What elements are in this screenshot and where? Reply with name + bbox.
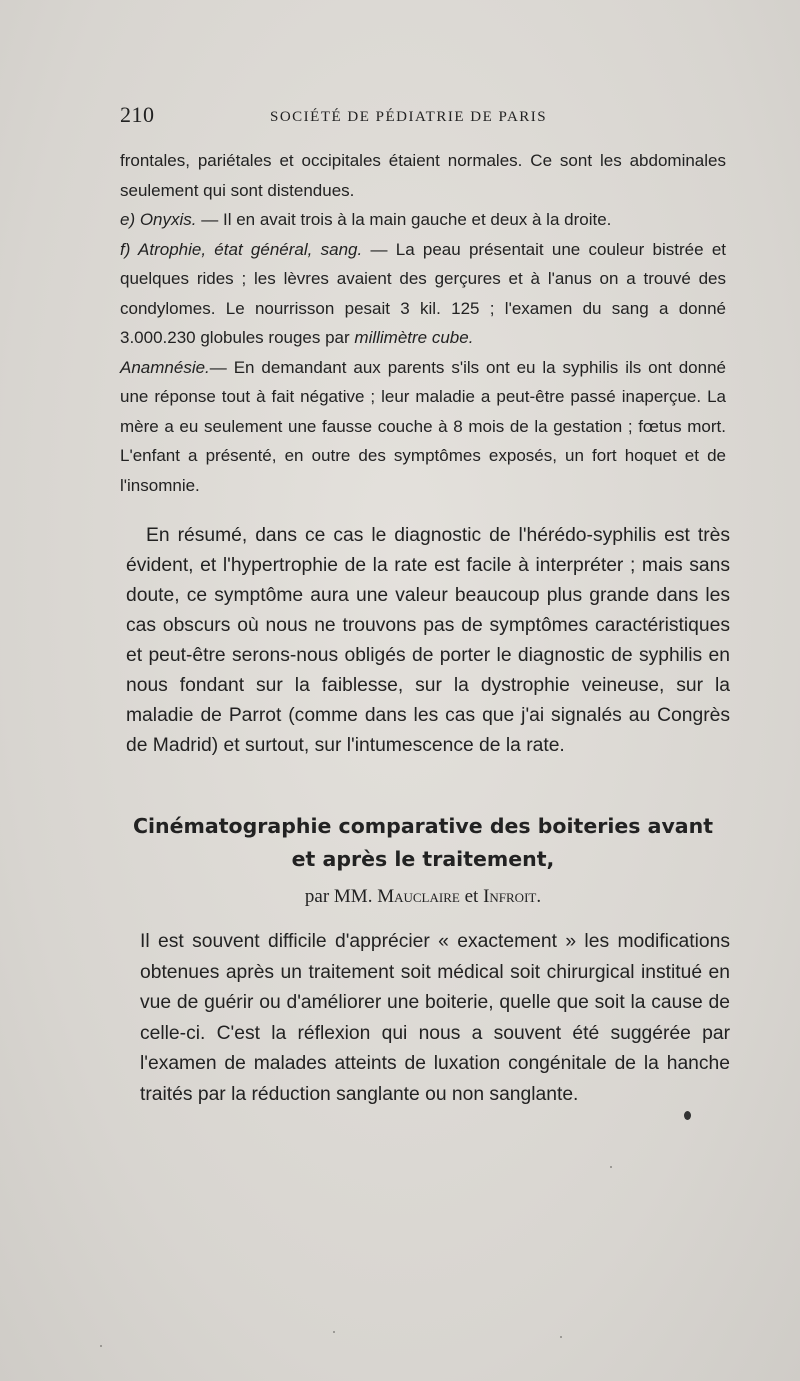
summary-section xyxy=(126,521,730,761)
onyxis-text: — Il en avait trois à la main gauche et deux à la droite. xyxy=(196,210,612,229)
atrophie-label: f) Atrophie, état général, sang. xyxy=(120,239,363,259)
intro-paragraph: Il est souvent difficile d'apprécier « exactement » les modifications obtenues après un traitement soit médical soit chirurgical institué en vue de guérir ou d'améliorer une boiterie, quelle que soit la cause de celle-ci. C'est la réflexion qui nous a souvent été suggérée par l'examen de malades atteints de luxation congénitale de la hanche traités par la réduction sanglante ou non sanglante. xyxy=(140,931,730,1105)
page-number: 210 xyxy=(120,102,155,127)
paper-speck xyxy=(560,1336,562,1338)
byline-and: et xyxy=(464,886,479,907)
anamnesie-text: — En demandant aux parents s'ils ont eu la syphilis ils ont donné une réponse tout à fait négative ; leur maladie a peut-être passé inaperçue. La mère a eu seulement une fausse couche à 8 mois de la gestation ; fœtus mort. L'enfant a présenté, en outre des symptômes exposés, un fort hoquet et de l'insomnie. xyxy=(120,357,726,495)
paper-speck xyxy=(610,1166,612,1168)
running-head: SOCIÉTÉ DE PÉDIATRIE DE PARIS xyxy=(270,109,548,125)
atrophie-unit: millimètre cube. xyxy=(354,328,474,347)
section-title-line-1: Cinématographie comparative des boiteries avant xyxy=(132,814,714,838)
anamnesie-label: Anamnésie. xyxy=(120,357,210,377)
atrophie-text: — La peau présentait une couleur bistrée et quelques rides ; les lèvres avaient des gerçures et à l'anus on a trouvé des condylomes. Le nourrisson pesait 3 kil. 125 ; l'examen du sang a donné 3.000.230 globules rouges par xyxy=(120,239,726,347)
summary-paragraph: En résumé, dans ce cas le diagnostic de l'hérédo-syphilis est très évident, et l'hypertrophie de la rate est facile à interpréter ; mais sans doute, ce symptôme aura une valeur beaucoup plus grande dans les cas obscurs où nous ne trouvons pas de symptômes caractéristiques et peut-être serons-nous obligés de porter le diagnostic de syphilis en nous fondant sur la faiblesse, sur la dystrophie veineuse, sur la maladie de Parrot (comme dans les cas que j'ai signalés au Congrès de Madrid) et surtout, sur l'intumescence de la rate. xyxy=(126,525,730,756)
onyxis-label: e) Onyxis. xyxy=(120,210,197,229)
section-title xyxy=(120,810,726,876)
intro-section xyxy=(140,927,730,1110)
paragraph-onyxis xyxy=(120,205,726,235)
paragraph-anamnesie xyxy=(120,353,726,501)
byline-prefix: par MM. xyxy=(304,886,373,907)
paragraph-atrophie xyxy=(120,235,726,353)
paper-speck xyxy=(333,1331,335,1333)
paragraph-sutures: frontales, pariétales et occipitales étaient normales. Ce sont les abdominales seulement qui sont distendues. xyxy=(120,151,726,200)
page-header xyxy=(120,102,560,132)
byline xyxy=(120,886,726,908)
case-details xyxy=(120,146,726,500)
ink-dot xyxy=(684,1111,691,1120)
paper-speck xyxy=(100,1345,102,1347)
author-infroit: Infroit. xyxy=(483,886,542,907)
section-title-line-2: et après le traitement, xyxy=(291,847,555,871)
author-mauclaire: Mauclaire xyxy=(377,886,460,907)
